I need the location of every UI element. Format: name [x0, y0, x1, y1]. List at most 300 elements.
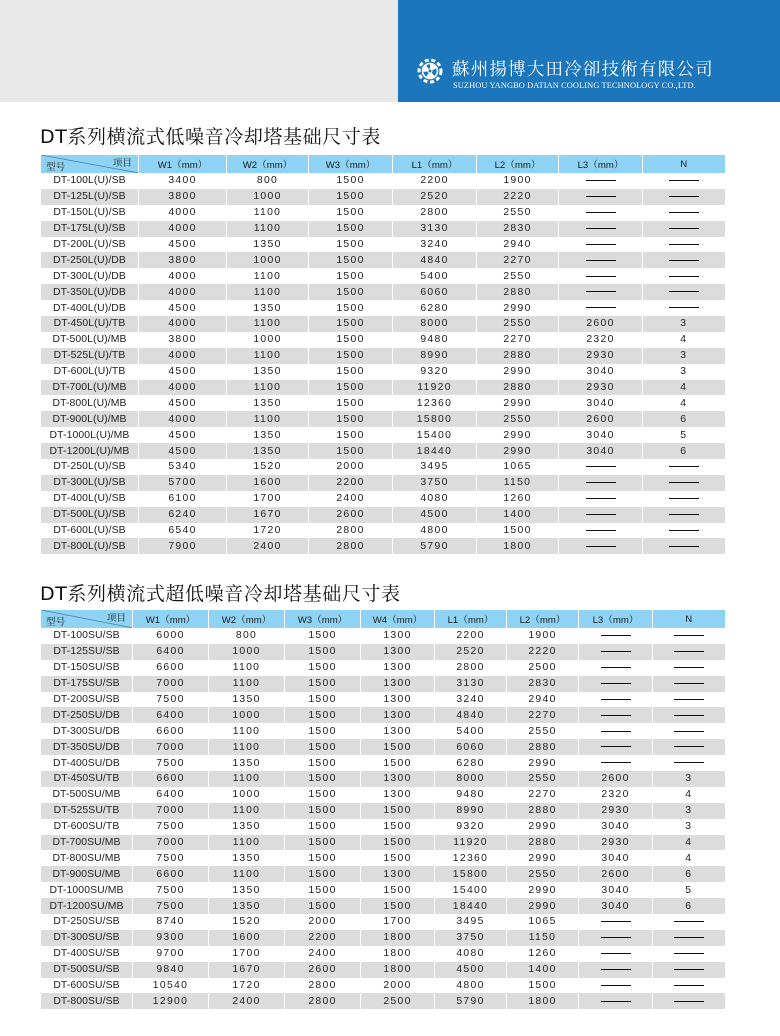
value-cell: 1100: [227, 380, 309, 396]
value-cell: 1100: [227, 221, 309, 237]
empty-value-cell: [643, 189, 725, 205]
value-cell: 3040: [579, 819, 653, 835]
value-cell: 12360: [393, 395, 477, 411]
dash-icon: [669, 196, 699, 197]
model-cell: DT-1000L(U)/MB: [41, 427, 139, 443]
value-cell: 4840: [435, 707, 507, 723]
value-cell: 1800: [477, 538, 559, 554]
value-cell: 9700: [133, 946, 209, 962]
value-cell: 1500: [361, 835, 435, 851]
empty-value-cell: [653, 914, 725, 930]
value-cell: 3: [643, 316, 725, 332]
model-cell: DT-175SU/SB: [41, 676, 133, 692]
table-row: [41, 205, 725, 221]
value-cell: 6600: [133, 723, 209, 739]
table-row: [41, 914, 725, 930]
table-row: [41, 332, 725, 348]
empty-value-cell: [643, 491, 725, 507]
value-cell: 1000: [227, 332, 309, 348]
value-cell: 1500: [285, 882, 361, 898]
value-cell: 1800: [507, 993, 579, 1009]
table-row: [41, 803, 725, 819]
empty-value-cell: [643, 252, 725, 268]
dash-icon: [674, 937, 704, 938]
empty-value-cell: [653, 755, 725, 771]
value-cell: 1720: [209, 978, 285, 994]
value-cell: 6: [653, 866, 725, 882]
value-cell: 1500: [309, 348, 393, 364]
table-row: [41, 348, 725, 364]
model-cell: DT-100L(U)/SB: [41, 173, 139, 189]
value-cell: 8000: [435, 771, 507, 787]
value-cell: 4840: [393, 252, 477, 268]
value-cell: 1300: [361, 628, 435, 644]
table-row: [41, 644, 725, 660]
empty-value-cell: [643, 538, 725, 554]
dash-icon: [674, 969, 704, 970]
value-cell: 5340: [139, 459, 227, 475]
table-row: [41, 364, 725, 380]
value-cell: 1900: [477, 173, 559, 189]
value-cell: 1520: [209, 914, 285, 930]
empty-value-cell: [643, 205, 725, 221]
model-cell: DT-350L(U)/DB: [41, 284, 139, 300]
value-cell: 4500: [139, 395, 227, 411]
corner-header-cell: [41, 610, 133, 628]
value-cell: 800: [227, 173, 309, 189]
value-cell: 1350: [209, 755, 285, 771]
table-row: [41, 962, 725, 978]
dash-icon: [586, 514, 616, 515]
value-cell: 2930: [559, 348, 643, 364]
dash-icon: [674, 683, 704, 684]
dash-icon: [601, 937, 631, 938]
dash-icon: [674, 635, 704, 636]
value-cell: 1520: [227, 459, 309, 475]
value-cell: 3040: [579, 882, 653, 898]
value-cell: 18440: [393, 443, 477, 459]
value-cell: 1350: [209, 882, 285, 898]
column-header: W2（mm）: [227, 155, 309, 173]
value-cell: 1500: [361, 803, 435, 819]
value-cell: 1100: [209, 660, 285, 676]
table-row: [41, 866, 725, 882]
dash-icon: [601, 969, 631, 970]
value-cell: 2400: [309, 491, 393, 507]
value-cell: 2800: [435, 660, 507, 676]
empty-value-cell: [579, 692, 653, 708]
corner-label-item: 项目: [106, 613, 126, 624]
model-cell: DT-150SU/SB: [41, 660, 133, 676]
table-row: [41, 427, 725, 443]
value-cell: 1700: [227, 491, 309, 507]
table-row: [41, 300, 725, 316]
value-cell: 2550: [477, 316, 559, 332]
value-cell: 5790: [435, 993, 507, 1009]
value-cell: 1500: [309, 252, 393, 268]
value-cell: 2550: [477, 205, 559, 221]
table-row: [41, 221, 725, 237]
column-header: N: [643, 155, 725, 173]
model-cell: DT-800L(U)/SB: [41, 538, 139, 554]
value-cell: 2990: [507, 850, 579, 866]
empty-value-cell: [559, 475, 643, 491]
value-cell: 2500: [507, 660, 579, 676]
empty-value-cell: [643, 284, 725, 300]
value-cell: 6280: [393, 300, 477, 316]
column-header: L2（mm）: [477, 155, 559, 173]
value-cell: 2600: [559, 411, 643, 427]
value-cell: 2880: [477, 348, 559, 364]
value-cell: 1300: [361, 676, 435, 692]
dash-icon: [586, 530, 616, 531]
empty-value-cell: [653, 930, 725, 946]
value-cell: 4500: [139, 237, 227, 253]
empty-value-cell: [653, 946, 725, 962]
value-cell: 6: [653, 898, 725, 914]
model-cell: DT-700L(U)/MB: [41, 380, 139, 396]
table-row: [41, 395, 725, 411]
value-cell: 1350: [227, 364, 309, 380]
value-cell: 2200: [285, 930, 361, 946]
value-cell: 2270: [477, 252, 559, 268]
value-cell: 6060: [393, 284, 477, 300]
value-cell: 4800: [435, 978, 507, 994]
value-cell: 7500: [133, 850, 209, 866]
value-cell: 3040: [559, 364, 643, 380]
empty-value-cell: [579, 707, 653, 723]
value-cell: 12360: [435, 850, 507, 866]
model-cell: DT-150L(U)/SB: [41, 205, 139, 221]
value-cell: 15800: [393, 411, 477, 427]
value-cell: 3495: [435, 914, 507, 930]
empty-value-cell: [643, 237, 725, 253]
model-cell: DT-525L(U)/TB: [41, 348, 139, 364]
dash-icon: [674, 715, 704, 716]
value-cell: 2800: [285, 993, 361, 1009]
empty-value-cell: [653, 628, 725, 644]
table-row: [41, 819, 725, 835]
table-row: [41, 459, 725, 475]
column-header: W1（mm）: [139, 155, 227, 173]
model-cell: DT-200SU/SB: [41, 692, 133, 708]
empty-value-cell: [559, 252, 643, 268]
value-cell: 1600: [209, 930, 285, 946]
dash-icon: [674, 762, 704, 763]
empty-value-cell: [559, 538, 643, 554]
value-cell: 1065: [477, 459, 559, 475]
dash-icon: [674, 1001, 704, 1002]
value-cell: 3130: [393, 221, 477, 237]
value-cell: 2520: [435, 644, 507, 660]
value-cell: 1500: [309, 300, 393, 316]
table-row: [41, 628, 725, 644]
value-cell: 6100: [139, 491, 227, 507]
value-cell: 2600: [579, 771, 653, 787]
value-cell: 3: [653, 771, 725, 787]
value-cell: 1350: [227, 427, 309, 443]
model-cell: DT-1200SU/MB: [41, 898, 133, 914]
value-cell: 2940: [507, 692, 579, 708]
value-cell: 1500: [285, 739, 361, 755]
value-cell: 7000: [133, 803, 209, 819]
value-cell: 6600: [133, 866, 209, 882]
value-cell: 1400: [477, 507, 559, 523]
dash-icon: [669, 291, 699, 292]
model-cell: DT-800SU/MB: [41, 850, 133, 866]
value-cell: 2200: [393, 173, 477, 189]
value-cell: 1500: [285, 676, 361, 692]
value-cell: 1500: [361, 739, 435, 755]
table-row: [41, 538, 725, 554]
value-cell: 3240: [393, 237, 477, 253]
empty-value-cell: [559, 507, 643, 523]
table-row: [41, 978, 725, 994]
value-cell: 6240: [139, 507, 227, 523]
value-cell: 6400: [133, 644, 209, 660]
value-cell: 1100: [227, 348, 309, 364]
value-cell: 4500: [139, 443, 227, 459]
value-cell: 1670: [227, 507, 309, 523]
value-cell: 1300: [361, 723, 435, 739]
value-cell: 3: [653, 819, 725, 835]
dash-icon: [601, 953, 631, 954]
value-cell: 9320: [393, 364, 477, 380]
value-cell: 3040: [559, 427, 643, 443]
model-cell: DT-700SU/MB: [41, 835, 133, 851]
value-cell: 4: [643, 332, 725, 348]
value-cell: 1100: [227, 284, 309, 300]
value-cell: 4500: [139, 300, 227, 316]
spec-table-low-noise: [40, 155, 725, 554]
table-row: [41, 993, 725, 1009]
dash-icon: [601, 715, 631, 716]
value-cell: 5700: [139, 475, 227, 491]
value-cell: 3240: [435, 692, 507, 708]
value-cell: 2400: [285, 946, 361, 962]
value-cell: 7000: [133, 739, 209, 755]
value-cell: 3: [643, 364, 725, 380]
dash-icon: [669, 514, 699, 515]
value-cell: 1100: [227, 411, 309, 427]
table-row: [41, 723, 725, 739]
model-cell: DT-525SU/TB: [41, 803, 133, 819]
value-cell: 1800: [361, 962, 435, 978]
value-cell: 2000: [361, 978, 435, 994]
value-cell: 2800: [309, 538, 393, 554]
value-cell: 7000: [133, 676, 209, 692]
dash-icon: [674, 731, 704, 732]
value-cell: 1350: [209, 850, 285, 866]
value-cell: 2000: [285, 914, 361, 930]
model-cell: DT-250L(U)/SB: [41, 459, 139, 475]
value-cell: 3800: [139, 252, 227, 268]
value-cell: 800: [209, 628, 285, 644]
column-header: L1（mm）: [393, 155, 477, 173]
value-cell: 2880: [477, 284, 559, 300]
value-cell: 2550: [507, 723, 579, 739]
value-cell: 11920: [435, 835, 507, 851]
value-cell: 7000: [133, 835, 209, 851]
dash-icon: [586, 276, 616, 277]
value-cell: 2880: [507, 835, 579, 851]
dash-icon: [601, 667, 631, 668]
value-cell: 2550: [477, 411, 559, 427]
empty-value-cell: [653, 739, 725, 755]
value-cell: 1500: [285, 835, 361, 851]
value-cell: 2830: [477, 221, 559, 237]
empty-value-cell: [653, 962, 725, 978]
dash-icon: [669, 530, 699, 531]
dash-icon: [674, 953, 704, 954]
value-cell: 1500: [361, 819, 435, 835]
table2-title: DT系列横流式超低噪音冷却塔基础尺寸表: [40, 583, 401, 605]
value-cell: 1000: [209, 787, 285, 803]
value-cell: 2800: [285, 978, 361, 994]
value-cell: 1150: [477, 475, 559, 491]
value-cell: 2880: [477, 380, 559, 396]
model-cell: DT-300SU/DB: [41, 723, 133, 739]
dash-icon: [586, 482, 616, 483]
value-cell: 5400: [393, 268, 477, 284]
dash-icon: [669, 244, 699, 245]
model-cell: DT-350SU/DB: [41, 739, 133, 755]
empty-value-cell: [579, 930, 653, 946]
table-row: [41, 443, 725, 459]
value-cell: 2400: [227, 538, 309, 554]
value-cell: 3040: [579, 898, 653, 914]
value-cell: 4000: [139, 411, 227, 427]
value-cell: 1000: [227, 252, 309, 268]
value-cell: 4500: [139, 364, 227, 380]
table-row: [41, 882, 725, 898]
empty-value-cell: [559, 173, 643, 189]
value-cell: 4080: [435, 946, 507, 962]
model-cell: DT-200L(U)/SB: [41, 237, 139, 253]
value-cell: 1500: [309, 189, 393, 205]
empty-value-cell: [559, 459, 643, 475]
value-cell: 2200: [309, 475, 393, 491]
empty-value-cell: [643, 459, 725, 475]
value-cell: 4000: [139, 348, 227, 364]
empty-value-cell: [579, 660, 653, 676]
model-cell: DT-175L(U)/SB: [41, 221, 139, 237]
empty-value-cell: [653, 707, 725, 723]
value-cell: 1260: [477, 491, 559, 507]
value-cell: 3040: [559, 395, 643, 411]
value-cell: 1500: [285, 755, 361, 771]
value-cell: 4500: [393, 507, 477, 523]
empty-value-cell: [579, 978, 653, 994]
value-cell: 2220: [477, 189, 559, 205]
value-cell: 2800: [393, 205, 477, 221]
empty-value-cell: [579, 644, 653, 660]
table-row: [41, 475, 725, 491]
company-name-en: SUZHOU YANGBO DATIAN COOLING TECHNOLOGY CO.,LTD.: [453, 81, 696, 90]
empty-value-cell: [653, 978, 725, 994]
value-cell: 1100: [227, 205, 309, 221]
value-cell: 1500: [309, 268, 393, 284]
value-cell: 2270: [507, 787, 579, 803]
empty-value-cell: [559, 189, 643, 205]
value-cell: 2990: [507, 882, 579, 898]
empty-value-cell: [579, 755, 653, 771]
dash-icon: [586, 196, 616, 197]
model-cell: DT-400L(U)/DB: [41, 300, 139, 316]
table-row: [41, 898, 725, 914]
value-cell: 1700: [361, 914, 435, 930]
dash-icon: [586, 291, 616, 292]
value-cell: 1500: [361, 882, 435, 898]
value-cell: 2550: [507, 866, 579, 882]
value-cell: 1500: [361, 898, 435, 914]
value-cell: 6600: [133, 771, 209, 787]
table-row: [41, 173, 725, 189]
value-cell: 1100: [209, 803, 285, 819]
value-cell: 9480: [435, 787, 507, 803]
value-cell: 12900: [133, 993, 209, 1009]
column-header: L2（mm）: [507, 610, 579, 628]
value-cell: 1300: [361, 707, 435, 723]
value-cell: 6280: [435, 755, 507, 771]
value-cell: 2320: [559, 332, 643, 348]
dash-icon: [586, 546, 616, 547]
value-cell: 1500: [309, 205, 393, 221]
value-cell: 3400: [139, 173, 227, 189]
value-cell: 3040: [579, 850, 653, 866]
empty-value-cell: [643, 221, 725, 237]
value-cell: 4800: [393, 523, 477, 539]
dash-icon: [674, 699, 704, 700]
model-cell: DT-600SU/SB: [41, 978, 133, 994]
empty-value-cell: [579, 628, 653, 644]
value-cell: 15400: [393, 427, 477, 443]
empty-value-cell: [559, 268, 643, 284]
value-cell: 1350: [227, 443, 309, 459]
dash-icon: [669, 307, 699, 308]
value-cell: 1500: [309, 332, 393, 348]
value-cell: 1260: [507, 946, 579, 962]
value-cell: 6060: [435, 739, 507, 755]
table-header-row: [41, 610, 725, 628]
value-cell: 4: [653, 835, 725, 851]
value-cell: 2320: [579, 787, 653, 803]
model-cell: DT-900L(U)/MB: [41, 411, 139, 427]
value-cell: 2830: [507, 676, 579, 692]
value-cell: 2880: [507, 739, 579, 755]
value-cell: 1500: [285, 628, 361, 644]
value-cell: 1100: [227, 268, 309, 284]
value-cell: 8990: [393, 348, 477, 364]
value-cell: 1100: [209, 866, 285, 882]
empty-value-cell: [579, 946, 653, 962]
table1-title: DT系列横流式低噪音冷却塔基础尺寸表: [40, 126, 382, 148]
table-row: [41, 787, 725, 803]
value-cell: 1300: [361, 644, 435, 660]
value-cell: 2550: [507, 771, 579, 787]
value-cell: 1100: [209, 835, 285, 851]
value-cell: 3: [643, 348, 725, 364]
empty-value-cell: [653, 723, 725, 739]
table-row: [41, 237, 725, 253]
table-row: [41, 930, 725, 946]
value-cell: 1500: [309, 316, 393, 332]
value-cell: 1500: [285, 692, 361, 708]
model-cell: DT-300L(U)/SB: [41, 475, 139, 491]
value-cell: 1500: [285, 866, 361, 882]
column-header: W3（mm）: [285, 610, 361, 628]
table-row: [41, 676, 725, 692]
